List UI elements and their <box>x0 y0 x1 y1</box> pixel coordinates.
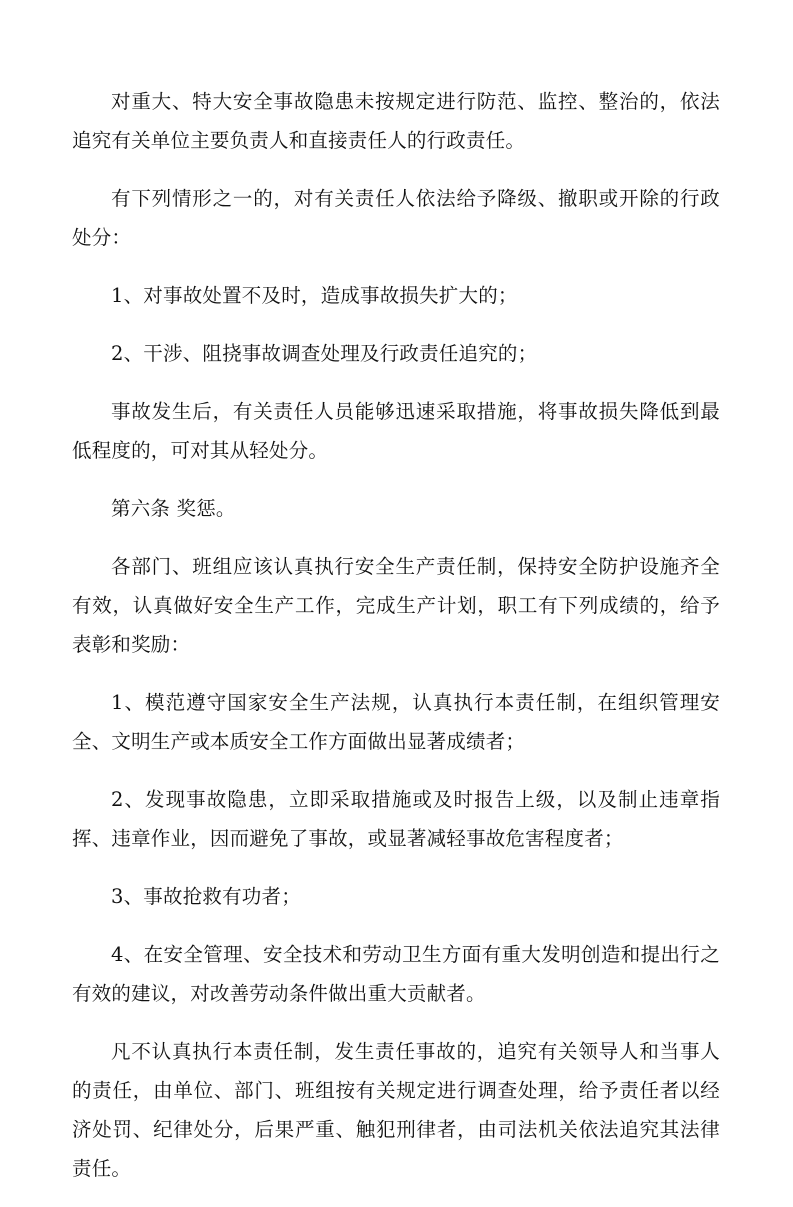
paragraph-penalty-intro: 有下列情形之一的，对有关责任人依法给予降级、撤职或开除的行政处分： <box>72 187 720 249</box>
paragraph-reward-intro: 各部门、班组应该认真执行安全生产责任制，保持安全防护设施齐全有效，认真做好安全生产工作，完成生产计划，职工有下列成绩的，给予表彰和奖励： <box>72 555 720 656</box>
paragraph-liability-closing: 凡不认真执行本责任制，发生责任事故的，追究有关领导人和当事人的责任，由单位、部门、班组按有关规定进行调查处理，给予责任者以经济处罚、纪律处分，后果严重、触犯刑律者，由司法机关依法追究其法律责任。 <box>72 1040 720 1180</box>
paragraph-reward-item-1: 1、模范遵守国家安全生产法规，认真执行本责任制，在组织管理安全、文明生产或本质安全工作方面做出显著成绩者； <box>72 691 720 753</box>
paragraph-reward-item-4: 4、在安全管理、安全技术和劳动卫生方面有重大发明创造和提出行之有效的建议，对改善劳动条件做出重大贡献者。 <box>72 943 720 1005</box>
paragraph-penalty-item-2: 2、干涉、阻挠事故调查处理及行政责任追究的； <box>111 342 538 365</box>
paragraph-mitigation: 事故发生后，有关责任人员能够迅速采取措施，将事故损失降低到最低程度的，可对其从轻处分。 <box>72 400 720 462</box>
paragraph-accident-hazard-liability: 对重大、特大安全事故隐患未按规定进行防范、监控、整治的，依法追究有关单位主要负责人和直接责任人的行政责任。 <box>72 90 720 152</box>
document-page <box>72 82 720 1207</box>
paragraph-penalty-item-1: 1、对事故处置不及时，造成事故损失扩大的； <box>111 284 518 307</box>
section-heading-article-6: 第六条 奖惩。 <box>111 497 236 520</box>
paragraph-reward-item-2: 2、发现事故隐患，立即采取措施或及时报告上级，以及制止违章指挥、违章作业，因而避免了事故，或显著减轻事故危害程度者； <box>72 788 720 850</box>
paragraph-reward-item-3: 3、事故抢救有功者； <box>111 885 301 908</box>
